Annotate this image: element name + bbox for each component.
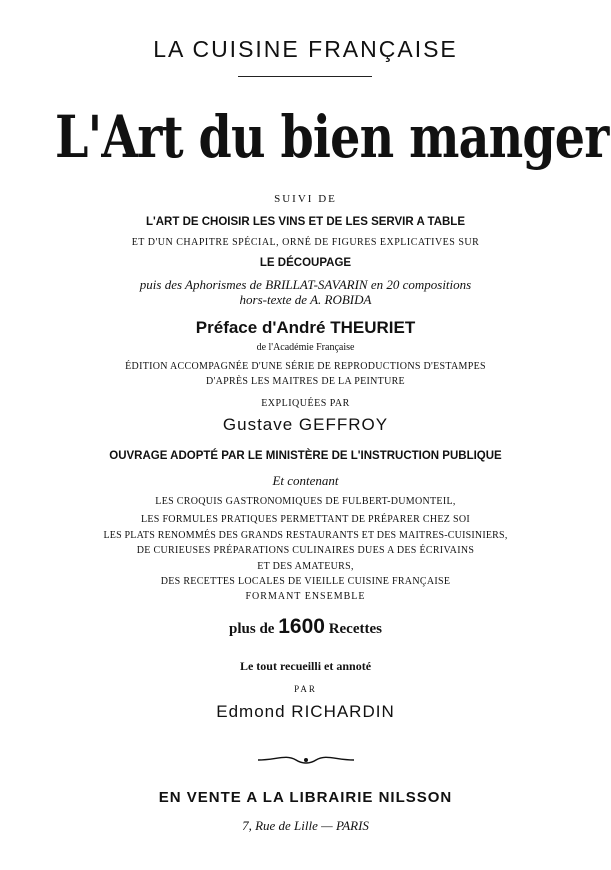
contenu-line-1: LES CROQUIS GASTRONOMIQUES DE FULBERT-DUMONTEIL,: [155, 496, 456, 507]
author-line: Edmond RICHARDIN: [216, 702, 395, 721]
recipe-count: 1600: [278, 615, 325, 638]
decoupage-line: LE DÉCOUPAGE: [259, 257, 352, 269]
suivi-de-line: SUIVI DE: [274, 193, 337, 205]
address-line: 7, Rue de Lille — PARIS: [242, 818, 369, 833]
preface-line: Préface d'André THEURIET: [195, 318, 416, 337]
edition-line-2: D'APRÈS LES MAITRES DE LA PEINTURE: [206, 376, 405, 387]
contenu-line-3: LES PLATS RENOMMÉS DES GRANDS RESTAURANTS ET DES MAITRES-CUISINIERS,: [103, 530, 508, 541]
contenu-line-4: DE CURIEUSES PRÉPARATIONS CULINAIRES DUES A DES ÉCRIVAINS: [136, 545, 475, 556]
par-line: PAR: [294, 684, 317, 694]
geffroy-line: Gustave GEFFROY: [222, 415, 389, 434]
edition-line-1: ÉDITION ACCOMPAGNÉE D'UNE SÉRIE DE REPRODUCTIONS D'ESTAMPES: [125, 361, 486, 372]
contenu-line-7: FORMANT ENSEMBLE: [245, 591, 366, 602]
chapitre-special-line: ET D'UN CHAPITRE SPÉCIAL, ORNÉ DE FIGURES EXPLICATIVES SUR: [131, 237, 480, 248]
plus-de-text: plus de: [229, 621, 275, 637]
book-title: L'Art du bien manger: [54, 103, 609, 171]
contenant-line: Et contenant: [272, 473, 339, 488]
header-rule: [238, 76, 372, 77]
flourish-ornament: [256, 752, 356, 768]
series-heading: LA CUISINE FRANÇAISE: [153, 36, 458, 62]
contenu-line-5: ET DES AMATEURS,: [257, 561, 354, 572]
ouvrage-adopte-line: OUVRAGE ADOPTÉ PAR LE MINISTÈRE DE L'INSTRUCTION PUBLIQUE: [109, 450, 502, 462]
librairie-line: EN VENTE A LA LIBRAIRIE NILSSON: [158, 789, 453, 806]
recueilli-line: Le tout recueilli et annoté: [239, 659, 372, 673]
recettes-count-line: [0, 615, 611, 639]
hors-texte-line: hors-texte de A. ROBIDA: [239, 292, 372, 307]
expliquees-line: EXPLIQUÉES PAR: [261, 398, 350, 409]
contenu-line-6: DES RECETTES LOCALES DE VIEILLE CUISINE FRANÇAISE: [160, 576, 451, 587]
academie-line: de l'Académie Française: [256, 342, 355, 353]
art-des-vins-line: L'ART DE CHOISIR LES VINS ET DE LES SERVIR A TABLE: [145, 216, 466, 228]
aphorismes-line: puis des Aphorismes de BRILLAT-SAVARIN en 20 compositions: [139, 277, 472, 292]
contenu-line-2: LES FORMULES PRATIQUES PERMETTANT DE PRÉPARER CHEZ SOI: [140, 514, 471, 525]
recettes-text: Recettes: [328, 621, 382, 637]
